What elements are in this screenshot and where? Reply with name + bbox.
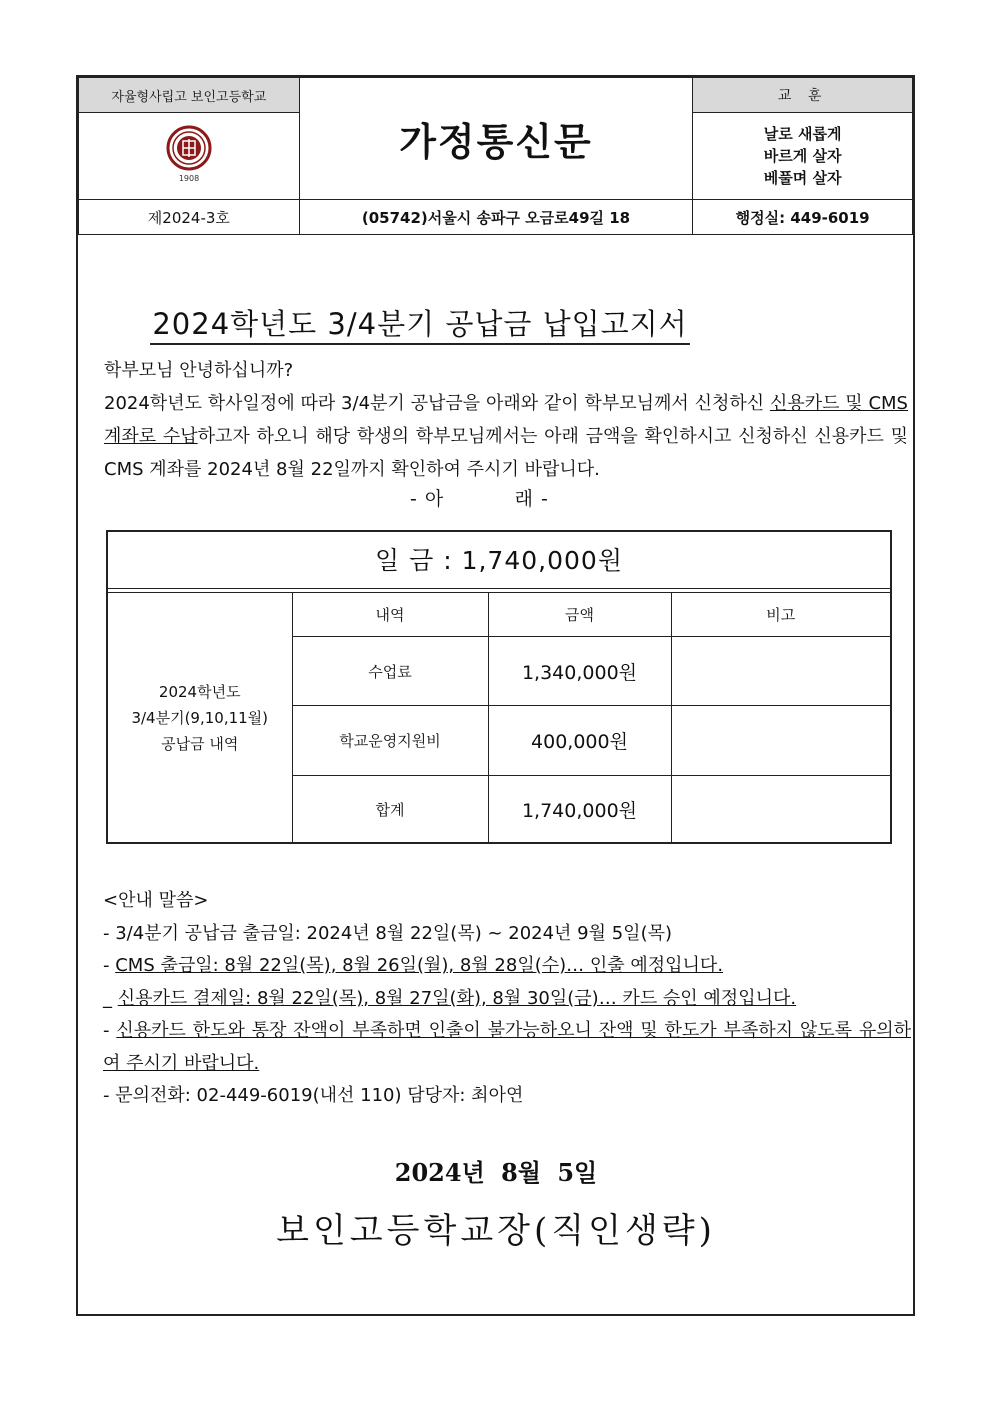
fee-note (671, 637, 890, 706)
fee-amount: 1,740,000원 (488, 776, 671, 844)
fee-box (106, 530, 892, 844)
bullet: _ (103, 987, 118, 1009)
notice-line-text: CMS 출금일: 8월 22일(목), 8월 26일(월), 8월 28일(수)… 인출 예정입니다. (115, 955, 724, 976)
office-phone: 행정실: 449-6019 (693, 200, 913, 235)
total-amount: 일 금 : 1,740,000원 (375, 546, 623, 575)
header-note: 비고 (671, 593, 890, 637)
header-amount: 금액 (488, 593, 671, 637)
notice-line: - 문의전화: 02-449-6019(내선 110) 담당자: 최아연 (103, 1085, 524, 1106)
fee-table (108, 593, 890, 844)
notice-section (103, 885, 911, 1113)
school-name: 자율형사립고 보인고등학교 (79, 78, 300, 113)
fee-label-line: 2024학년도 (158, 683, 241, 701)
greeting: 학부모님 안녕하십니까? (104, 360, 294, 381)
motto-line: 바르게 살자 (763, 147, 842, 165)
fee-note (671, 776, 890, 844)
body-text-1: 2024학년도 학사일정에 따라 3/4분기 공납금을 아래와 같이 학부모님께서 신청하신 (104, 393, 770, 414)
body-paragraph (104, 387, 908, 486)
header-item: 내역 (292, 593, 488, 637)
body-text-2: 하고자 하오니 해당 학생의 학부모님께서는 아래 금액을 확인하시고 신청하신 신용카드 및 CMS 계좌를 2024년 8월 22일까지 확인하여 주시기 바랍니다. (104, 426, 908, 480)
notice-line: - 3/4분기 공납금 출금일: 2024년 8월 22일(목) ~ 2024년 9월 5일(목) (103, 922, 673, 944)
notice-line-text: 신용카드 결제일: 8월 22일(목), 8월 27일(화), 8월 30일(금)… 카드 승인 예정입니다. (117, 987, 797, 1009)
document-title (130, 302, 710, 343)
school-address: (05742)서울시 송파구 오금로49길 18 (299, 200, 693, 235)
fee-amount: 400,000원 (488, 706, 671, 776)
fee-item: 학교운영지원비 (292, 706, 488, 776)
motto-line: 날로 새롭게 (763, 125, 842, 143)
school-seal-cell (79, 113, 300, 200)
fee-amount: 1,340,000원 (488, 637, 671, 706)
fee-item: 합계 (292, 776, 488, 844)
seal-year: 1908 (178, 174, 200, 183)
fee-note (671, 706, 890, 776)
document-title-text: 2024학년도 3/4분기 공납금 납입고지서 (150, 307, 689, 345)
fee-label-line: 3/4분기(9,10,11월) (131, 709, 269, 727)
notice-heading: <안내 말씀> (103, 890, 209, 911)
motto-line: 베풀며 살자 (763, 169, 842, 187)
letterhead (78, 77, 913, 235)
issue-date: 2024년 8월 5일 (394, 1158, 598, 1187)
bullet: - (103, 1020, 117, 1041)
issue-number: 제2024-3호 (79, 200, 300, 235)
body-underlined: 신용카드 및 CMS 계좌로 수납 (104, 393, 908, 447)
bullet: - (103, 955, 116, 976)
notice-line (103, 983, 911, 1016)
school-emblem-icon (166, 123, 212, 185)
notice-line (103, 1015, 911, 1080)
notice-line-text: 신용카드 한도와 통장 잔액이 부족하면 인출이 불가능하오니 잔액 및 한도가 부족하지 않도록 유의하여 주시기 바랍니다. (103, 1020, 911, 1074)
motto-heading: 교 훈 (693, 78, 913, 113)
notice-line (103, 950, 911, 983)
fee-period-label (108, 593, 292, 844)
newsletter-title: 가정통신문 (299, 78, 693, 200)
separator: - 아 래 - (410, 488, 549, 510)
fee-item: 수업료 (292, 637, 488, 706)
motto (693, 113, 913, 200)
fee-label-line: 공납금 내역 (161, 735, 239, 753)
principal-signature: 보인고등학교장(직인생략) (276, 1211, 716, 1251)
